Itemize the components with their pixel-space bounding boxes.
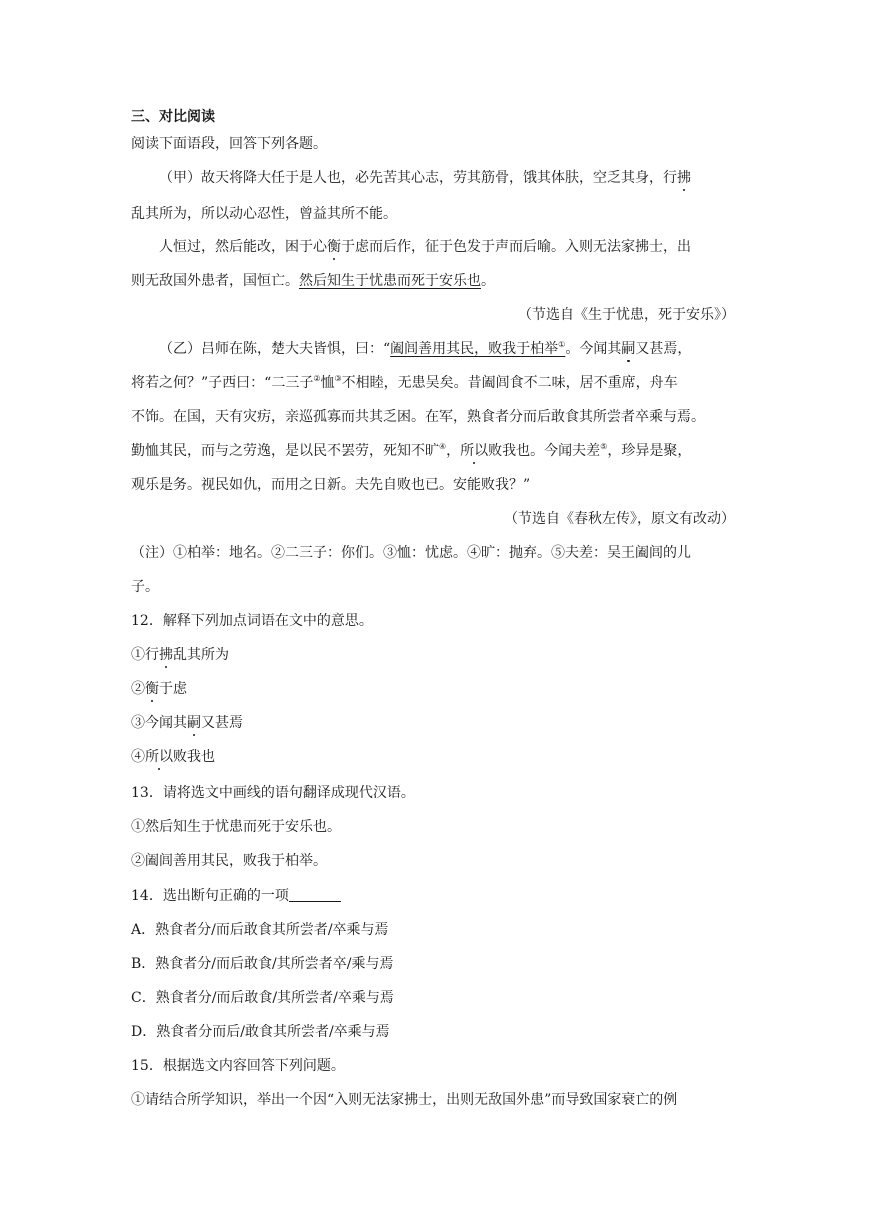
yi-source: （节选自《春秋左传》，原文有改动）: [504, 511, 735, 527]
question-12-item-3: ③今闻其嗣又甚焉: [131, 715, 243, 731]
yi-line-1: （乙）吕师在陈，楚大夫皆惧，曰：“阖闾善用其民，败我于柏举①。今闻其嗣又甚焉，: [159, 340, 692, 357]
question-13-stem: 13．请将选文中画线的语句翻译成现代汉语。: [131, 785, 415, 801]
question-12-item-4: ④所以败我也: [131, 749, 215, 765]
jia-source: （节选自《生于忧患，死于安乐》）: [518, 307, 735, 323]
yi-line-5: 观乐是务。视民如仇，而用之日新。夫先自败也已。安能败我？”: [131, 477, 531, 493]
question-14-stem: 14．选出断句正确的一项: [131, 886, 341, 906]
answer-blank: [289, 887, 341, 902]
instruction: 阅读下面语段，回答下列各题。: [131, 136, 327, 152]
question-15-item-1: ①请结合所学知识，举出一个因“入则无法家拂士，出则无敌国外患”而导致国家衰亡的例: [131, 1092, 678, 1108]
jia-paragraph-2-line-2: 则无敌国外患者，国恒亡。然后知生于忧患而死于安乐也。: [131, 273, 495, 289]
dotted-word: 嗣: [187, 715, 201, 731]
dotted-word: 衡: [327, 239, 341, 255]
question-14-option-c: C．熟食者分/而后敢食/其所尝者/卒乘与焉: [131, 990, 394, 1006]
jia-paragraph-2-line-1: 人恒过，然后能改，困于心衡于虑而后作，征于色发于声而后喻。入则无法家拂士，出: [159, 239, 691, 255]
question-14-option-d: D．熟食者分而后/敢食其所尝者/卒乘与焉: [131, 1024, 390, 1040]
question-13-item-2: ②阖闾善用其民，败我于柏举。: [131, 853, 327, 869]
question-12-item-2: ②衡于虑: [131, 681, 187, 697]
note-line-2: 子。: [131, 579, 159, 595]
dotted-word: 所以: [460, 443, 489, 459]
question-15-stem: 15．根据选文内容回答下列问题。: [131, 1058, 345, 1074]
section-title: 三、对比阅读: [131, 109, 215, 125]
note-line-1: （注）①柏举：地名。②二三子：你们。③恤：忧虑。④旷：抛弃。⑤夫差：吴王阖闾的儿: [131, 545, 691, 561]
dotted-word: 拂: [159, 647, 173, 663]
dotted-word: 拂: [677, 170, 691, 186]
underlined-sentence: 阖闾善用其民，败我于柏举①: [390, 340, 566, 357]
yi-line-3: 不饰。在国，天有灾疠，亲巡孤寡而共其乏困。在军，熟食者分而后敢食其所尝者卒乘与焉。: [131, 409, 705, 425]
dotted-word: 衡: [145, 681, 159, 697]
question-12-stem: 12．解释下列加点词语在文中的意思。: [131, 613, 373, 629]
jia-paragraph-1-line-1: （甲）故天将降大任于是人也，必先苦其心志，劳其筋骨，饿其体肤，空乏其身，行拂: [159, 170, 691, 186]
question-14-option-b: B．熟食者分/而后敢食/其所尝者卒/乘与焉: [131, 956, 394, 972]
dotted-word: 所以: [145, 749, 173, 765]
dotted-word: 嗣: [621, 341, 636, 357]
jia-paragraph-1-line-2: 乱其所为，所以动心忍性，曾益其所不能。: [131, 206, 397, 222]
yi-line-4: 勤恤其民，而与之劳逸，是以民不罢劳，死知不旷④，所以败我也。今闻夫差⑤，珍异是聚，: [131, 442, 692, 459]
question-12-item-1: ①行拂乱其所为: [131, 647, 229, 663]
underlined-sentence: 然后知生于忧患而死于安乐也: [299, 273, 481, 289]
question-13-item-1: ①然后知生于忧患而死于安乐也。: [131, 819, 341, 835]
yi-line-2: 将若之何？”子西曰：“二三子②恤③不相睦，无患吴矣。昔阖闾食不二味，居不重席，舟车: [131, 374, 678, 391]
question-14-option-a: A．熟食者分/而后敢食其所尝者/卒乘与焉: [131, 922, 389, 938]
